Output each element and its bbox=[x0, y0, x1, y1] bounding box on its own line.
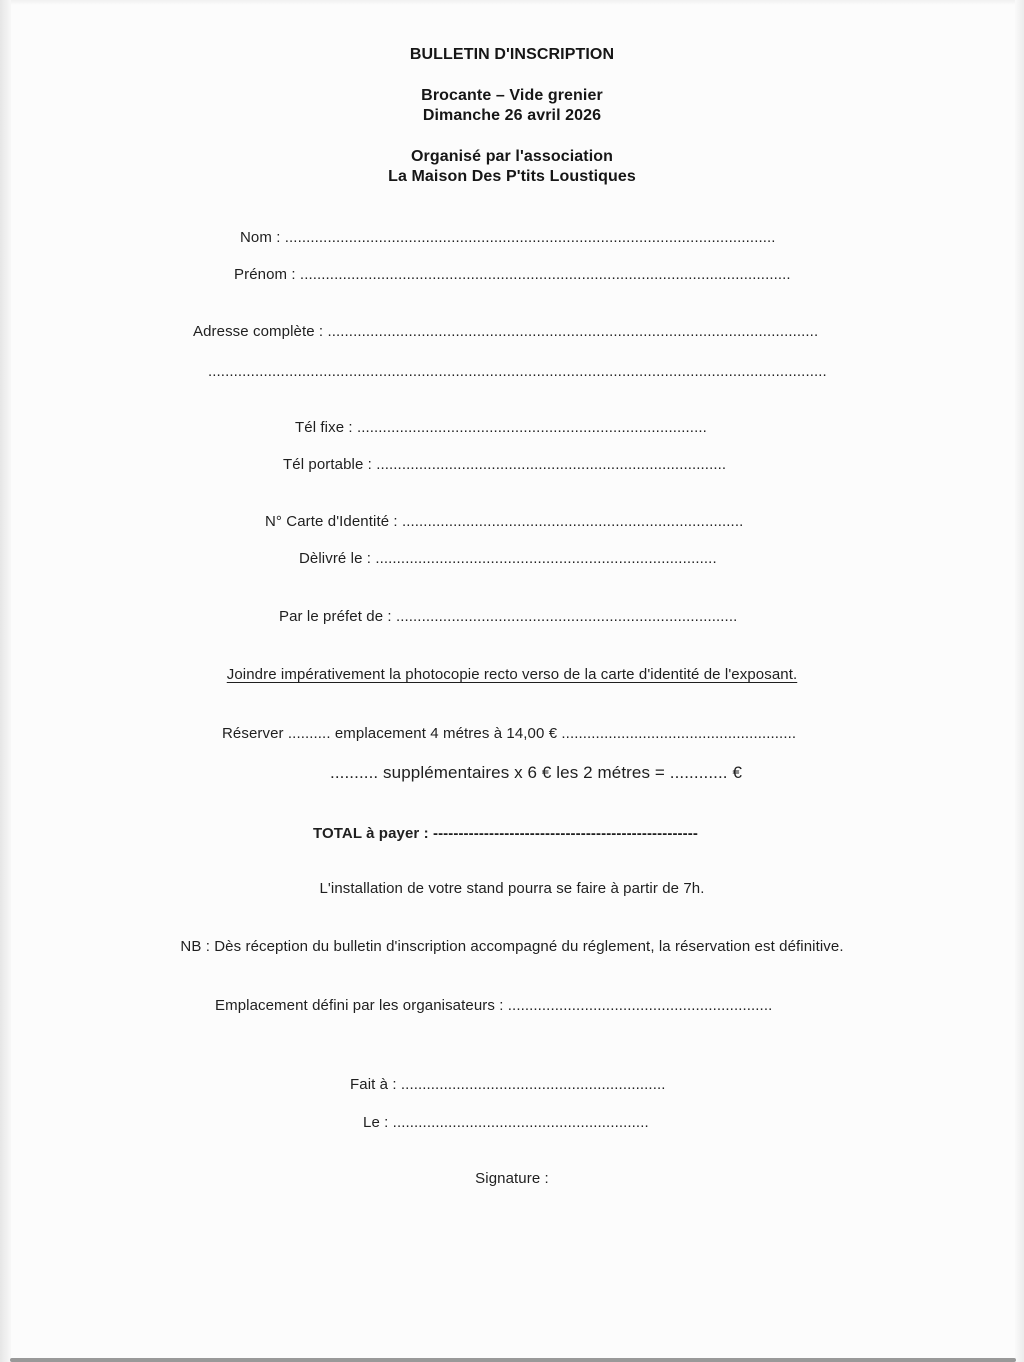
reserver-emplacement-line: Réserver .......... emplacement 4 métres à 14,00 € ....................................................... bbox=[222, 725, 797, 742]
installation-note: L'installation de votre stand pourra se faire à partir de 7h. bbox=[319, 880, 705, 897]
photocopie-note: Joindre impérativement la photocopie recto verso de la carte d'identité de l'exposant. bbox=[226, 666, 798, 683]
total-label: TOTAL à payer : bbox=[313, 825, 433, 842]
event-name: Brocante – Vide grenier bbox=[421, 87, 603, 104]
signature-label: Signature : bbox=[475, 1170, 549, 1187]
prenom-field-line: Prénom : ................................................................................................................... bbox=[234, 266, 791, 283]
prefet-field-line: Par le préfet de : ................................................................................ bbox=[279, 608, 738, 625]
tel-portable-field-line: Tél portable : .................................................................................. bbox=[283, 456, 727, 473]
scan-edge-bottom-line bbox=[10, 1358, 1016, 1362]
form-title: BULLETIN D'INSCRIPTION bbox=[409, 46, 615, 63]
nb-note: NB : Dès réception du bulletin d'inscription accompagné du réglement, la réservation est définitive. bbox=[180, 938, 844, 955]
total-dashed-leader: ---------------------------------------------------- bbox=[432, 825, 698, 842]
total-a-payer-line bbox=[313, 825, 698, 843]
scan-edge-top bbox=[0, 0, 1024, 5]
supplementaires-line: .......... supplémentaires x 6 € les 2 métres = ............ € bbox=[330, 763, 743, 782]
delivre-le-field-line: Dèlivré le : ................................................................................ bbox=[299, 550, 717, 567]
adresse-field-line: Adresse complète : ................................................................................................................... bbox=[193, 323, 819, 340]
emplacement-defini-line: Emplacement défini par les organisateurs : .............................................................. bbox=[215, 997, 773, 1014]
nom-field-line: Nom : ................................................................................................................... bbox=[240, 229, 776, 246]
event-date: Dimanche 26 avril 2026 bbox=[422, 107, 602, 124]
adresse-field-line-2: ................................................................................................................................................. bbox=[208, 363, 827, 380]
organizer-name: La Maison Des P'tits Loustiques bbox=[388, 168, 636, 185]
fait-a-field-line: Fait à : .............................................................. bbox=[350, 1076, 666, 1093]
carte-identite-field-line: N° Carte d'Identité : ................................................................................ bbox=[265, 513, 744, 530]
le-field-line: Le : ............................................................ bbox=[363, 1114, 649, 1131]
tel-fixe-field-line: Tél fixe : .................................................................................. bbox=[295, 419, 707, 436]
organizer-intro: Organisé par l'association bbox=[410, 148, 614, 165]
